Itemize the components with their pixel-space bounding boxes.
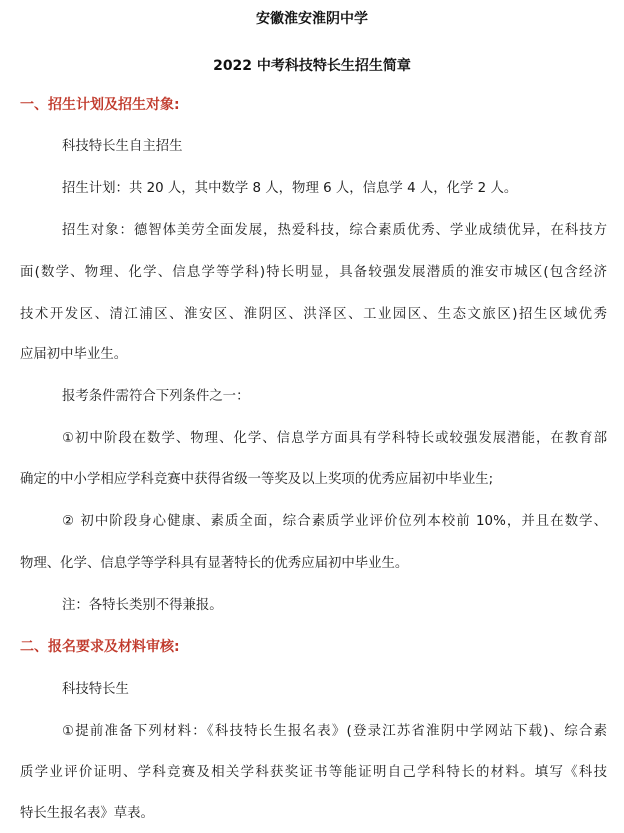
school-name: 安徽淮安淮阴中学	[256, 11, 368, 27]
target-line-3: 技术开发区、清江浦区、淮安区、淮阴区、洪泽区、工业园区、生态文旅区)招生区域优秀	[20, 307, 607, 322]
materials-line-2: 质学业评价证明、学科竞赛及相关学科获奖证书等能证明自己学科特长的材料。填写《科技	[20, 765, 607, 780]
note-text: 注：各特长类别不得兼报。	[62, 598, 223, 613]
section-heading-registration: 二、报名要求及材料审核:	[20, 639, 180, 655]
enrollment-plan-text: 招生计划：共 20 人，其中数学 8 人，物理 6 人，信息学 4 人，化学 2 人。	[62, 181, 518, 196]
materials-line-1: ①提前准备下列材料：《科技特长生报名表》(登录江苏省淮阴中学网站下载)、综合素	[62, 724, 607, 739]
condition-1-line-2: 确定的中小学相应学科竞赛中获得省级一等奖及以上奖项的优秀应届初中毕业生;	[20, 472, 494, 487]
condition-2-line-2: 物理、化学、信息学等学科具有显著特长的优秀应届初中毕业生。	[20, 556, 409, 571]
condition-1-line-1: ①初中阶段在数学、物理、化学、信息学方面具有学科特长或较强发展潜能，在教育部	[62, 431, 607, 446]
conditions-intro: 报考条件需符合下列条件之一：	[62, 389, 250, 404]
target-line-4: 应届初中毕业生。	[20, 347, 128, 362]
subheading-tech-specialty-2: 科技特长生	[62, 682, 129, 697]
condition-2-line-1: ② 初中阶段身心健康、素质全面，综合素质学业评价位列本校前 10%，并且在数学、	[62, 514, 607, 529]
subheading-tech-specialty: 科技特长生自主招生	[62, 139, 183, 154]
target-line-2: 面(数学、物理、化学、信息学等学科)特长明显，具备较强发展潜质的淮安市城区(包含经济	[20, 265, 607, 280]
materials-line-3: 特长生报名表》草表。	[20, 806, 154, 821]
section-heading-enrollment-plan: 一、招生计划及招生对象:	[20, 97, 180, 113]
document-title: 2022 中考科技特长生招生简章	[213, 58, 411, 74]
target-line-1: 招生对象：德智体美劳全面发展，热爱科技，综合素质优秀、学业成绩优异，在科技方	[62, 223, 607, 238]
